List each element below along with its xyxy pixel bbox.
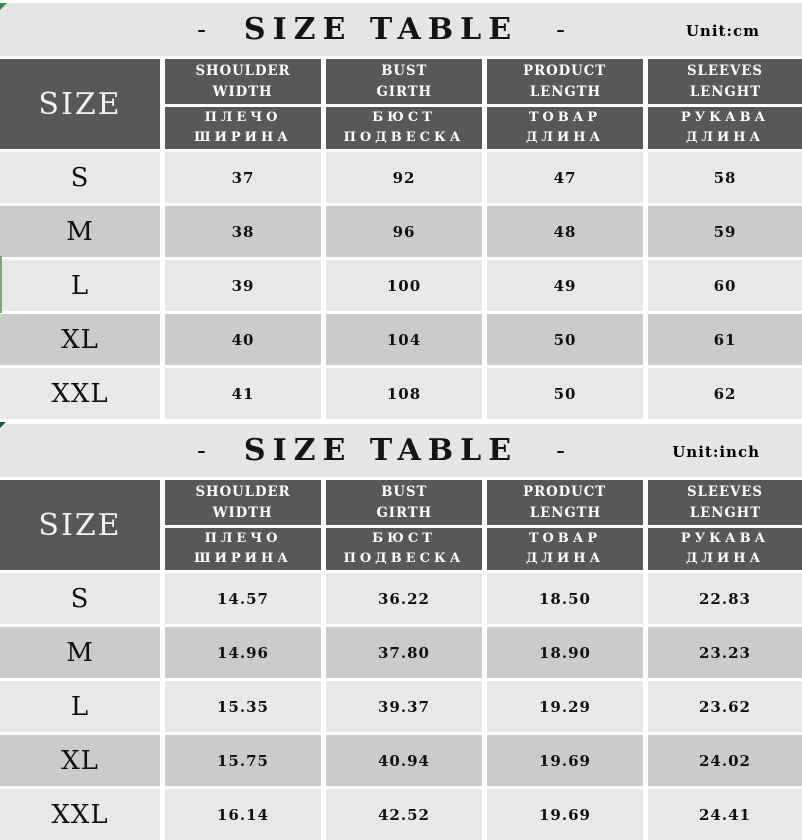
- header-line: SLEEVES: [687, 63, 763, 80]
- title-left-dash: -: [197, 435, 206, 466]
- table-cell: 38: [165, 206, 321, 257]
- header-sleeves-length: [648, 59, 802, 104]
- header-line: WIDTH: [213, 83, 273, 100]
- header-line: ПОДВЕСКА: [343, 130, 465, 145]
- header-line: LENGTH: [529, 83, 601, 100]
- header-product-length-ru: [487, 528, 643, 570]
- header-line: ДЛИНА: [685, 551, 765, 566]
- table-cell: 19.29: [487, 681, 643, 732]
- table-cell: 19.69: [487, 735, 643, 786]
- size-table-inch: [0, 480, 802, 840]
- size-table-title-band-cm: [0, 3, 802, 56]
- table-cell: 40: [165, 314, 321, 365]
- header-line: ШИРИНА: [194, 130, 292, 145]
- table-cell: 22.83: [648, 573, 802, 624]
- table-cell: 15.75: [165, 735, 321, 786]
- header-shoulder-width-ru: [165, 528, 321, 570]
- table-cell: 42.52: [326, 789, 482, 840]
- header-line: ПЛЕЧО: [204, 530, 282, 546]
- table-cell: 14.96: [165, 627, 321, 678]
- row-size-label: L: [0, 681, 160, 732]
- table-cell: 60: [648, 260, 802, 311]
- title-right-dash: -: [556, 435, 565, 466]
- row-size-label: XL: [0, 314, 160, 365]
- row-size-label: XXL: [0, 368, 160, 419]
- table-cell: 18.50: [487, 573, 643, 624]
- table-cell: 50: [487, 314, 643, 365]
- table-cell: 39.37: [326, 681, 482, 732]
- table-cell: 14.57: [165, 573, 321, 624]
- table-cell: 23.23: [648, 627, 802, 678]
- table-cell: 108: [326, 368, 482, 419]
- table-cell: 37.80: [326, 627, 482, 678]
- page-title: SIZE TABLE: [243, 433, 519, 468]
- size-table-title-band-inch: [0, 424, 802, 477]
- table-cell: 36.22: [326, 573, 482, 624]
- unit-label-cm: Unit:cm: [685, 21, 760, 40]
- row-size-label: L: [0, 260, 160, 311]
- table-cell: 39: [165, 260, 321, 311]
- header-sleeves-length-ru: [648, 528, 802, 570]
- header-line: РУКАВА: [680, 530, 770, 546]
- header-line: ШИРИНА: [194, 551, 292, 566]
- header-line: ДЛИНА: [525, 130, 605, 145]
- header-line: ТОВАР: [528, 530, 602, 546]
- header-bust-girth: [326, 59, 482, 104]
- table-cell: 16.14: [165, 789, 321, 840]
- table-cell: 18.90: [487, 627, 643, 678]
- row-size-label: S: [0, 573, 160, 624]
- header-line: WIDTH: [213, 504, 273, 521]
- unit-label-inch: Unit:inch: [672, 442, 760, 461]
- photo-corner-artifact-top: [0, 3, 7, 10]
- header-line: ПОДВЕСКА: [343, 551, 465, 566]
- table-cell: 92: [326, 152, 482, 203]
- header-line: LENGHT: [689, 504, 761, 521]
- table-cell: 15.35: [165, 681, 321, 732]
- header-product-length-ru: [487, 107, 643, 149]
- header-line: БЮСТ: [372, 530, 436, 546]
- title-group: [197, 433, 565, 468]
- table-cell: 40.94: [326, 735, 482, 786]
- header-line: PRODUCT: [523, 63, 607, 80]
- row-size-label: XL: [0, 735, 160, 786]
- photo-edge-artifact: [0, 256, 2, 313]
- header-line: БЮСТ: [372, 109, 436, 125]
- table-cell: 19.69: [487, 789, 643, 840]
- table-cell: 61: [648, 314, 802, 365]
- table-cell: 49: [487, 260, 643, 311]
- header-size-cell: SIZE: [0, 480, 160, 570]
- header-bust-girth: [326, 480, 482, 525]
- header-line: ДЛИНА: [525, 551, 605, 566]
- row-size-label: M: [0, 627, 160, 678]
- size-chart-page: [0, 3, 802, 840]
- header-line: ПЛЕЧО: [204, 109, 282, 125]
- header-bust-girth-ru: [326, 528, 482, 570]
- title-group: [197, 12, 565, 47]
- row-size-label: XXL: [0, 789, 160, 840]
- header-product-length: [487, 59, 643, 104]
- table-cell: 100: [326, 260, 482, 311]
- header-size-cell: SIZE: [0, 59, 160, 149]
- header-line: BUST: [380, 63, 428, 80]
- header-line: GIRTH: [376, 83, 432, 100]
- header-sleeves-length-ru: [648, 107, 802, 149]
- header-product-length: [487, 480, 643, 525]
- header-line: BUST: [380, 484, 428, 501]
- header-line: LENGTH: [529, 504, 601, 521]
- row-size-label: M: [0, 206, 160, 257]
- header-line: РУКАВА: [680, 109, 770, 125]
- page-title: SIZE TABLE: [243, 12, 519, 47]
- title-left-dash: -: [197, 14, 206, 45]
- header-line: SHOULDER: [195, 484, 291, 501]
- header-line: ТОВАР: [528, 109, 602, 125]
- table-cell: 47: [487, 152, 643, 203]
- header-shoulder-width-ru: [165, 107, 321, 149]
- table-cell: 24.41: [648, 789, 802, 840]
- header-line: LENGHT: [689, 83, 761, 100]
- size-table-cm: [0, 59, 802, 419]
- header-shoulder-width: [165, 59, 321, 104]
- title-right-dash: -: [556, 14, 565, 45]
- table-cell: 23.62: [648, 681, 802, 732]
- table-cell: 104: [326, 314, 482, 365]
- table-cell: 24.02: [648, 735, 802, 786]
- header-line: PRODUCT: [523, 484, 607, 501]
- row-size-label: S: [0, 152, 160, 203]
- header-bust-girth-ru: [326, 107, 482, 149]
- table-cell: 96: [326, 206, 482, 257]
- table-cell: 59: [648, 206, 802, 257]
- table-cell: 62: [648, 368, 802, 419]
- table-cell: 50: [487, 368, 643, 419]
- header-line: SLEEVES: [687, 484, 763, 501]
- header-line: SHOULDER: [195, 63, 291, 80]
- header-line: ДЛИНА: [685, 130, 765, 145]
- table-cell: 41: [165, 368, 321, 419]
- photo-corner-artifact-mid: [0, 422, 6, 428]
- table-cell: 48: [487, 206, 643, 257]
- header-shoulder-width: [165, 480, 321, 525]
- header-line: GIRTH: [376, 504, 432, 521]
- table-cell: 37: [165, 152, 321, 203]
- table-cell: 58: [648, 152, 802, 203]
- header-sleeves-length: [648, 480, 802, 525]
